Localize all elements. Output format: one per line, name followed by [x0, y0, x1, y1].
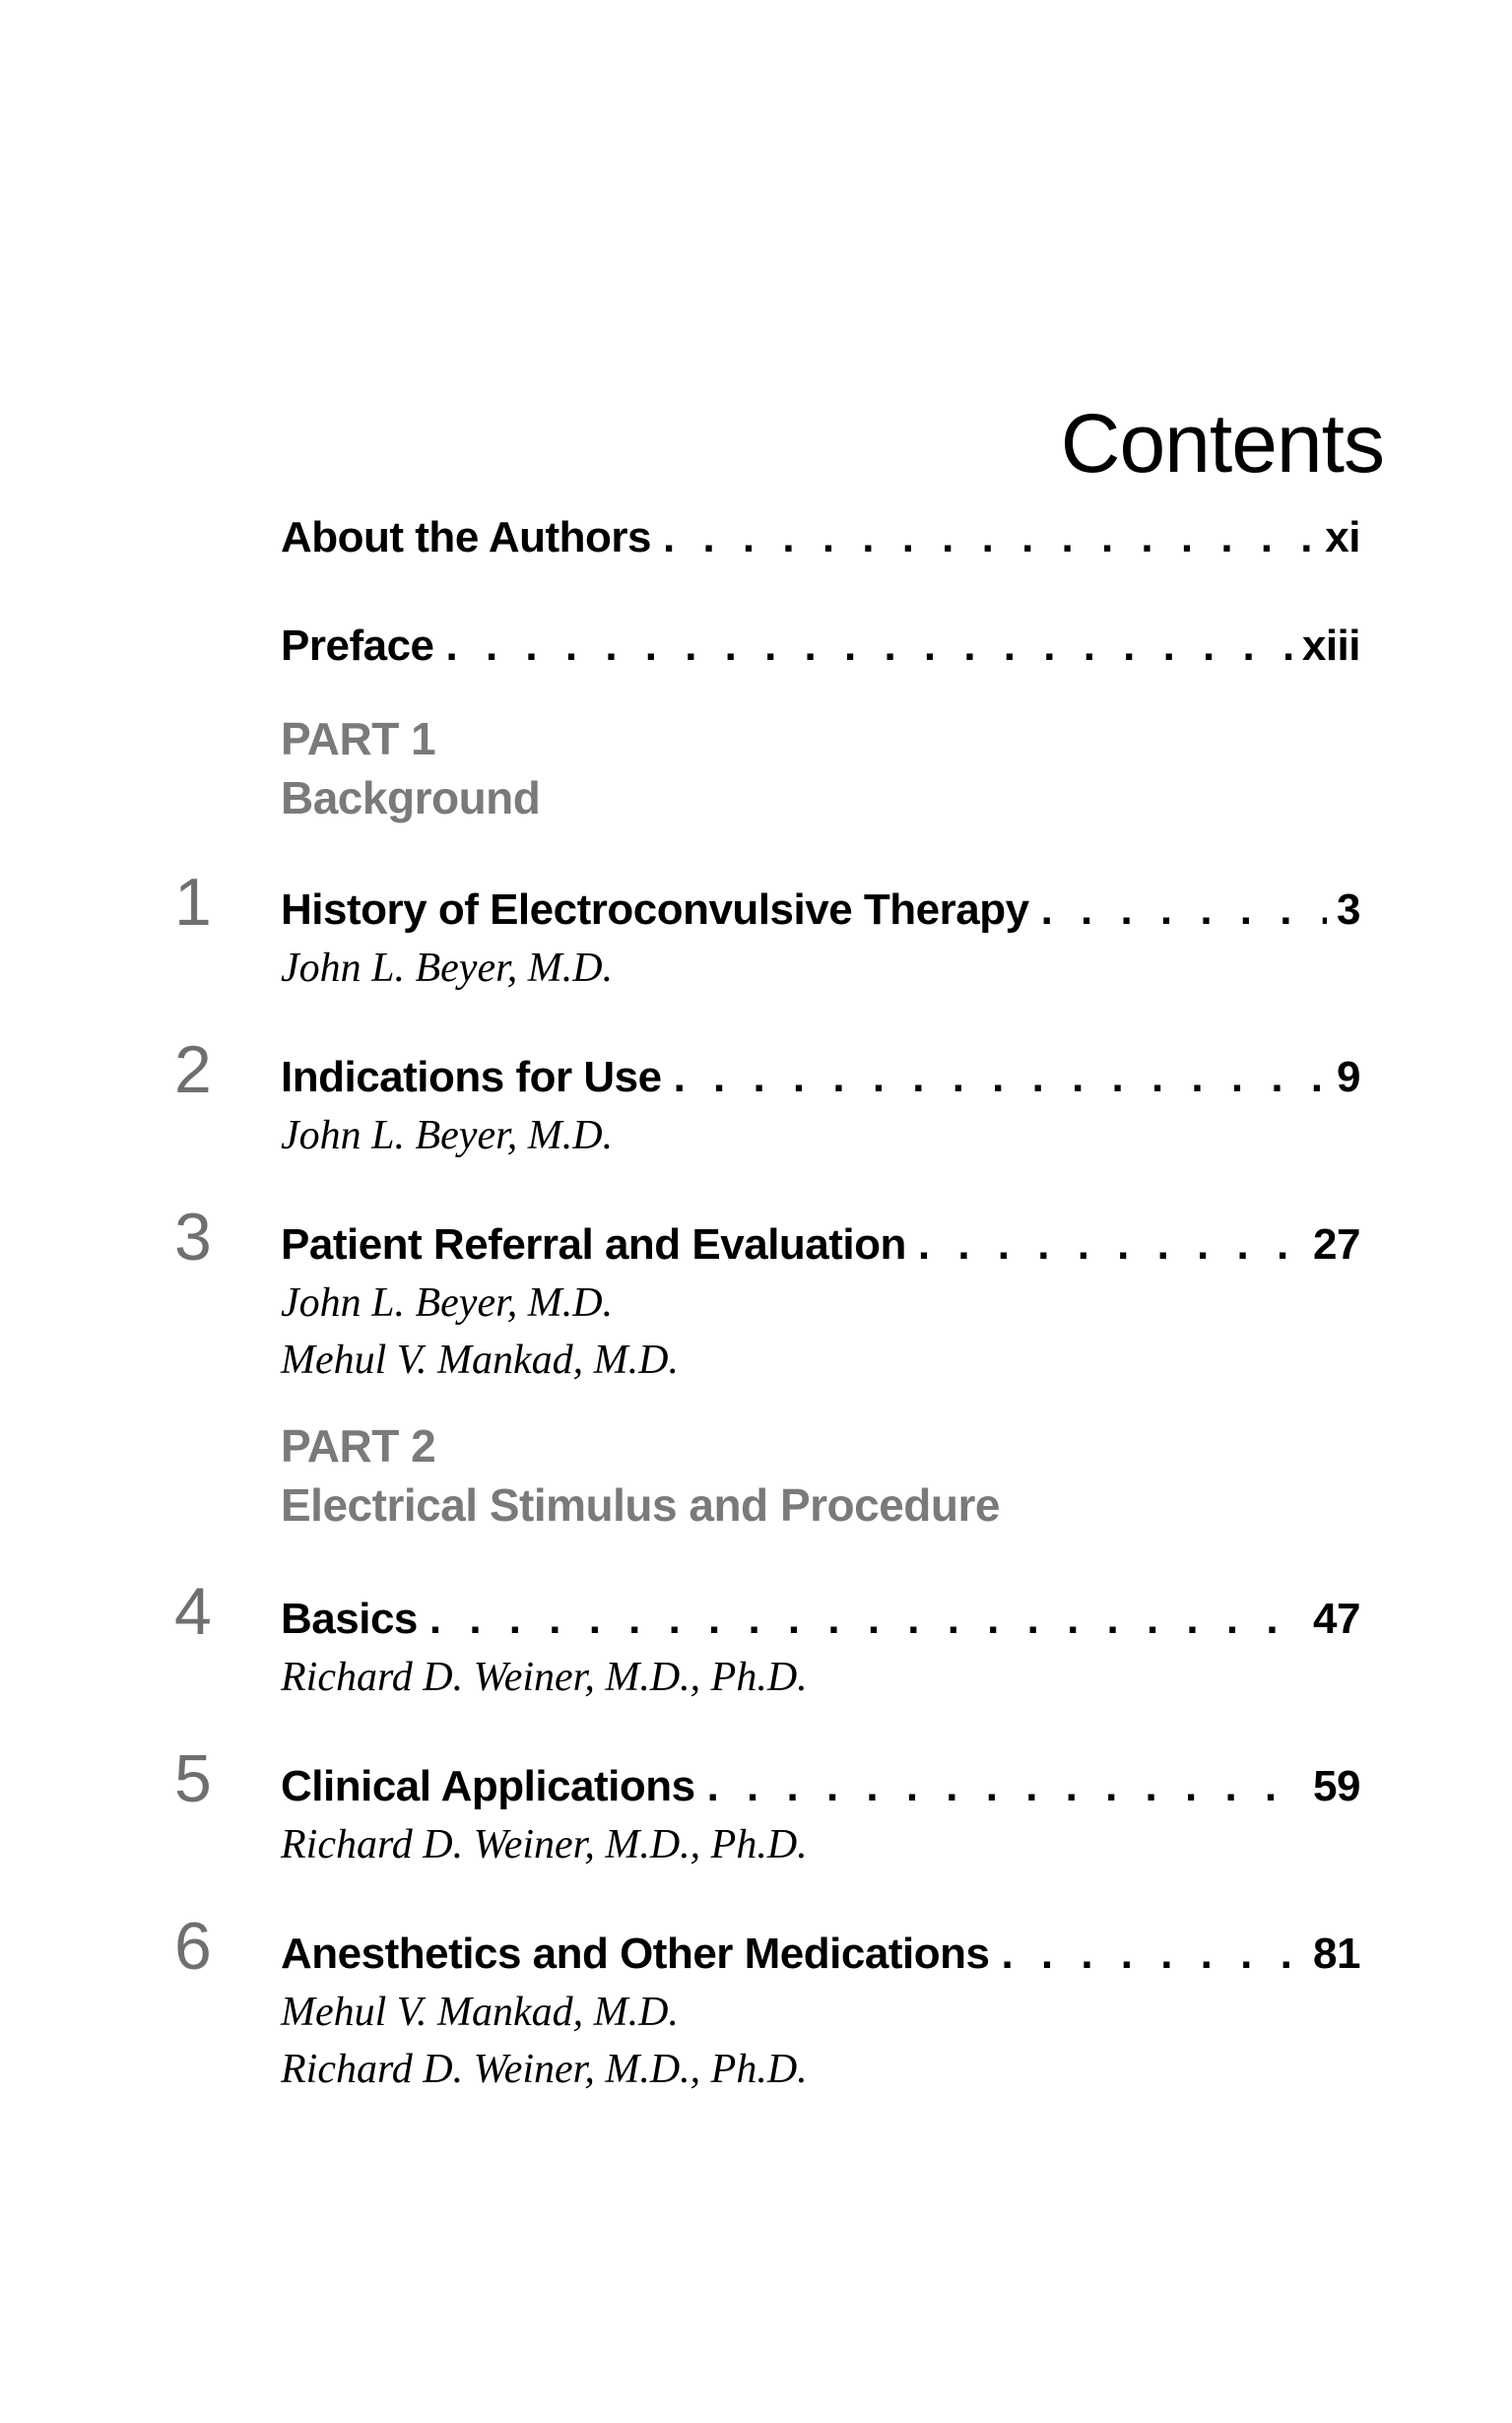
- chapter-number: 1: [174, 865, 212, 940]
- toc-entry-title[interactable]: Indications for Use: [281, 1053, 662, 1101]
- toc-page-number[interactable]: 9: [1337, 1053, 1360, 1101]
- chapter-authors: [281, 1649, 1360, 1706]
- toc-chapter-6[interactable]: [174, 1909, 1360, 2098]
- chapter-number: 2: [174, 1032, 212, 1107]
- part-label: PART 2: [281, 1420, 436, 1472]
- part-title: Electrical Stimulus and Procedure: [281, 1479, 1000, 1531]
- toc-entry-title[interactable]: Anesthetics and Other Medications: [281, 1930, 990, 1978]
- chapter-authors: [281, 940, 1360, 997]
- toc-page-number[interactable]: 27: [1313, 1220, 1360, 1269]
- author-name: Richard D. Weiner, M.D., Ph.D.: [281, 2047, 808, 2092]
- toc-entry-title[interactable]: About the Authors: [281, 513, 652, 561]
- dot-leader: [674, 1050, 1327, 1105]
- dot-leader: [1001, 1927, 1303, 1982]
- author-name: Mehul V. Mankad, M.D.: [281, 1338, 679, 1383]
- toc-entry-title[interactable]: History of Electroconvulsive Therapy: [281, 885, 1029, 934]
- author-name: Richard D. Weiner, M.D., Ph.D.: [281, 1822, 808, 1867]
- author-name: Mehul V. Mankad, M.D.: [281, 1990, 679, 2035]
- author-name: John L. Beyer, M.D.: [281, 1280, 614, 1326]
- chapter-authors: [281, 1816, 1360, 1873]
- dot-leader: [663, 510, 1315, 565]
- toc-page-number[interactable]: 81: [1313, 1930, 1360, 1978]
- toc-entry-preface[interactable]: [281, 619, 1360, 674]
- toc-entry-title[interactable]: Preface: [281, 622, 434, 670]
- toc-chapter-3[interactable]: [174, 1200, 1360, 1389]
- toc-entry-title[interactable]: Basics: [281, 1595, 418, 1643]
- toc-chapter-4[interactable]: [174, 1574, 1360, 1706]
- part-label: PART 1: [281, 713, 436, 764]
- chapter-number: 3: [174, 1200, 212, 1275]
- chapter-number: 6: [174, 1909, 212, 1984]
- toc-page-number[interactable]: xi: [1325, 513, 1360, 561]
- toc-page-number[interactable]: xiii: [1301, 622, 1360, 670]
- part-title: Background: [281, 772, 541, 823]
- toc-entry-about-the-authors[interactable]: [281, 510, 1360, 565]
- toc-entry-title[interactable]: Patient Referral and Evaluation: [281, 1220, 906, 1269]
- author-name: John L. Beyer, M.D.: [281, 946, 614, 991]
- toc-page-number[interactable]: 47: [1313, 1595, 1360, 1643]
- toc-chapter-1[interactable]: [174, 865, 1360, 997]
- toc-chapter-2[interactable]: [174, 1032, 1360, 1164]
- chapter-number: 5: [174, 1741, 212, 1816]
- toc-chapter-5[interactable]: [174, 1741, 1360, 1873]
- part-heading-1: [281, 709, 540, 827]
- author-name: Richard D. Weiner, M.D., Ph.D.: [281, 1655, 808, 1700]
- dot-leader: [446, 619, 1292, 674]
- chapter-number: 4: [174, 1574, 212, 1649]
- dot-leader: [707, 1759, 1303, 1814]
- chapter-authors: [281, 1984, 1360, 2098]
- toc-entry-title[interactable]: Clinical Applications: [281, 1762, 695, 1810]
- chapter-authors: [281, 1107, 1360, 1164]
- page-title: Contents: [1060, 397, 1384, 491]
- chapter-authors: [281, 1275, 1360, 1389]
- toc-page-number[interactable]: 59: [1313, 1762, 1360, 1810]
- dot-leader: [429, 1592, 1303, 1647]
- part-heading-2: [281, 1416, 1000, 1535]
- toc-page-number[interactable]: 3: [1337, 885, 1360, 934]
- dot-leader: [918, 1217, 1303, 1273]
- author-name: John L. Beyer, M.D.: [281, 1113, 614, 1158]
- dot-leader: [1041, 883, 1327, 938]
